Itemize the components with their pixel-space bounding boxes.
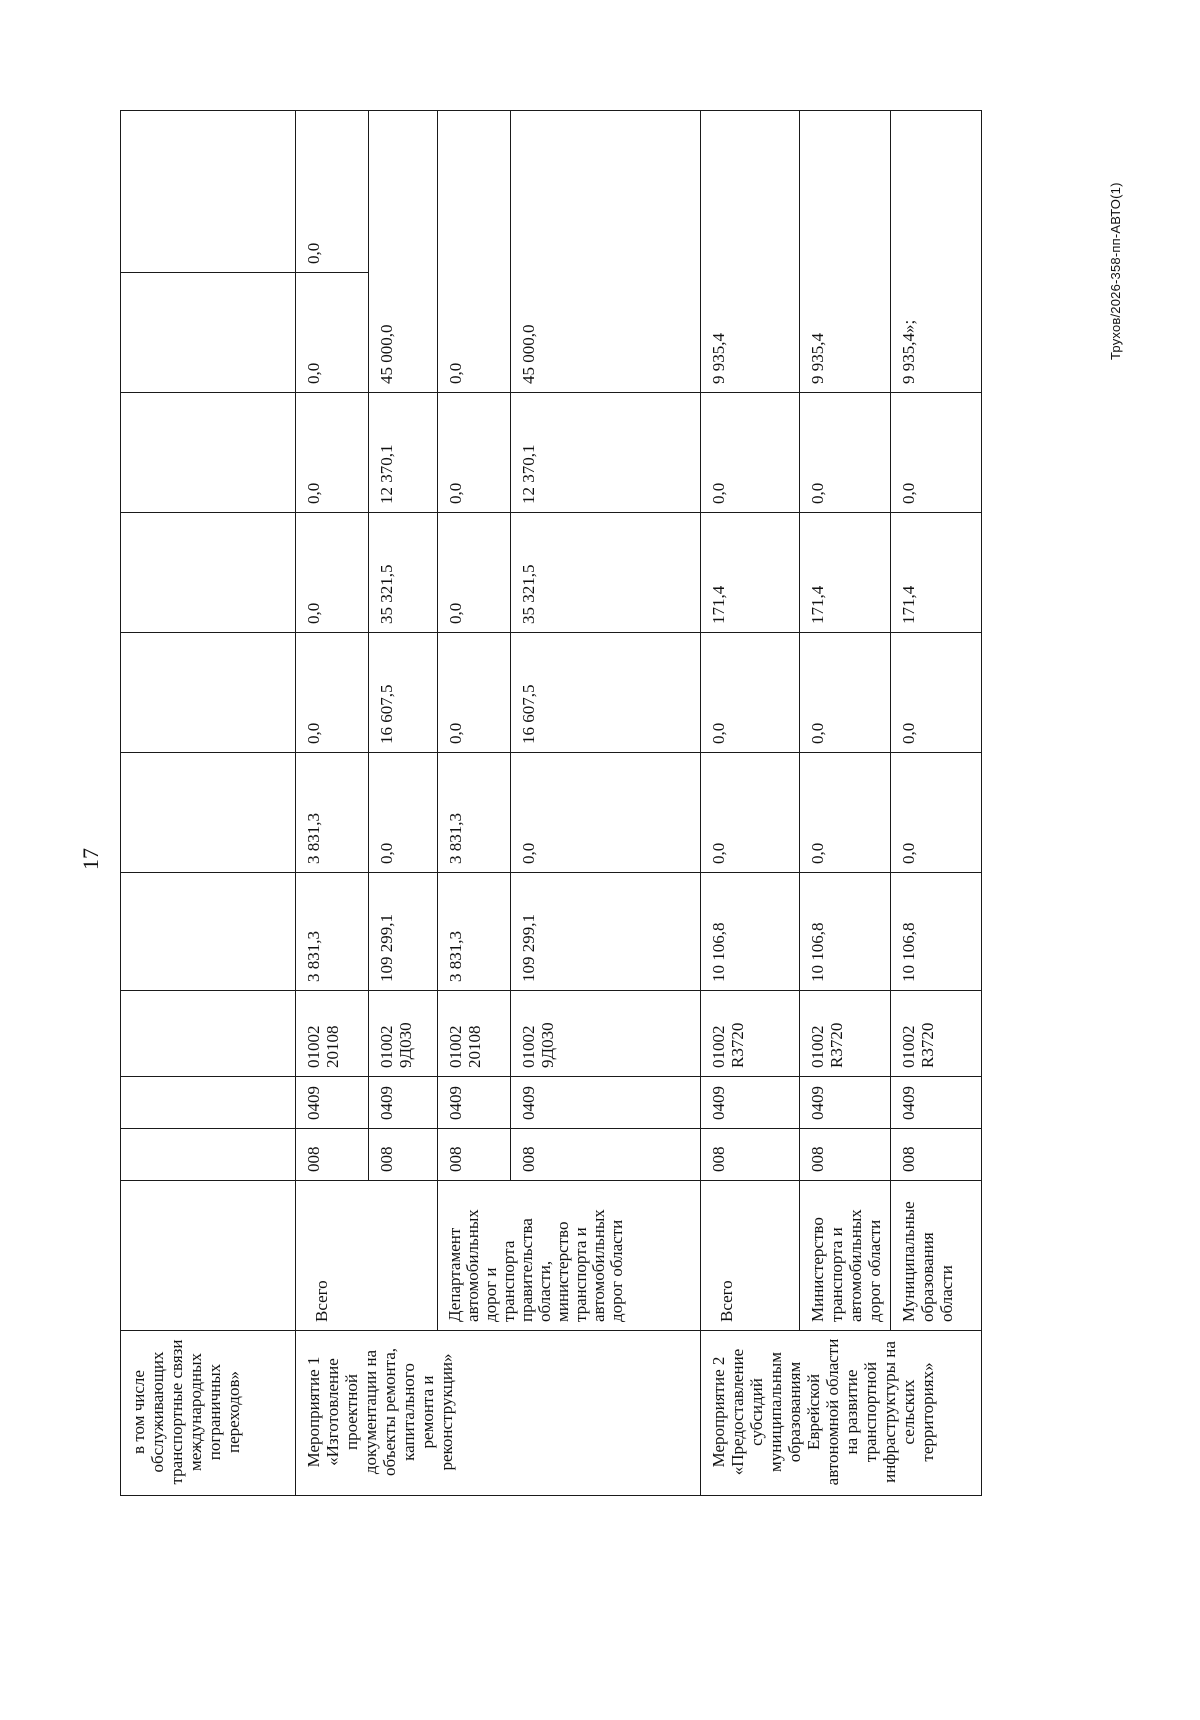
grbs-cell: 008 bbox=[296, 1129, 369, 1181]
table-row bbox=[121, 111, 296, 1496]
value-cell: 0,0 bbox=[296, 633, 369, 753]
value-cell: 109 299,1 bbox=[369, 873, 438, 991]
value-cell: 0,0 bbox=[296, 273, 369, 393]
value-cell: 0,0 bbox=[296, 393, 369, 513]
rzpr-cell: 0409 bbox=[800, 1077, 891, 1129]
value-cell: 0,0 bbox=[438, 513, 511, 633]
row-name: в том числе обслуживающих транспортные связи международных пограничных переходов» bbox=[121, 1331, 296, 1496]
value-cell: 0,0 bbox=[296, 513, 369, 633]
value-cell: 10 106,8 bbox=[891, 873, 982, 991]
value-cell: 0,0 bbox=[438, 393, 511, 513]
value-cell: 3 831,3 bbox=[438, 873, 511, 991]
value-cell: 3 831,3 bbox=[296, 873, 369, 991]
value-cell: 171,4 bbox=[891, 513, 982, 633]
value-cell: 3 831,3 bbox=[296, 753, 369, 873]
value-cell: 0,0 bbox=[438, 111, 511, 393]
value-cell: 35 321,5 bbox=[369, 513, 438, 633]
value-cell: 0,0 bbox=[369, 753, 438, 873]
value-cell bbox=[121, 873, 296, 991]
grbs-cell: 008 bbox=[701, 1129, 800, 1181]
value-cell: 45 000,0 bbox=[369, 111, 438, 393]
executor-cell: Министерство транспорта и автомобильных дорог области bbox=[800, 1181, 891, 1331]
rzpr-cell: 0409 bbox=[511, 1077, 701, 1129]
value-cell: 9 935,4 bbox=[800, 111, 891, 393]
table-row bbox=[701, 111, 800, 1496]
value-cell bbox=[121, 513, 296, 633]
executor-cell: Муниципальные образования области bbox=[891, 1181, 982, 1331]
value-cell: 35 321,5 bbox=[511, 513, 701, 633]
value-cell: 0,0 bbox=[701, 633, 800, 753]
table-row bbox=[296, 111, 369, 1496]
value-cell: 171,4 bbox=[701, 513, 800, 633]
value-cell: 0,0 bbox=[891, 753, 982, 873]
csr-cell: 01002 R3720 bbox=[800, 991, 891, 1077]
rzpr-cell: 0409 bbox=[701, 1077, 800, 1129]
table-row bbox=[891, 111, 982, 1496]
value-cell: 0,0 bbox=[800, 753, 891, 873]
grbs-cell: 008 bbox=[369, 1129, 438, 1181]
value-cell bbox=[121, 753, 296, 873]
value-cell: 0,0 bbox=[701, 393, 800, 513]
page-number: 17 bbox=[78, 848, 103, 870]
value-cell: 109 299,1 bbox=[511, 873, 701, 991]
value-cell: 10 106,8 bbox=[701, 873, 800, 991]
executor-cell: Всего bbox=[701, 1181, 800, 1331]
value-cell: 10 106,8 bbox=[800, 873, 891, 991]
row-name: Мероприятие 2 «Предоставление субсидий муниципальным образованиям Еврейской автономной области на развитие транспортной инфраструктуры на сельских территориях» bbox=[701, 1331, 982, 1496]
row-name: Мероприятие 1 «Изготовление проектной документации на объекты ремонта, капитального ремонта и реконструкции» bbox=[296, 1331, 701, 1496]
value-cell: 3 831,3 bbox=[438, 753, 511, 873]
executor-cell: Всего bbox=[296, 1181, 438, 1331]
csr-cell: 01002 20108 bbox=[438, 991, 511, 1077]
value-cell bbox=[121, 633, 296, 753]
grbs-cell: 008 bbox=[511, 1129, 701, 1181]
value-cell: 9 935,4 bbox=[701, 111, 800, 393]
value-cell: 16 607,5 bbox=[369, 633, 438, 753]
rzpr-cell: 0409 bbox=[438, 1077, 511, 1129]
grbs-cell: 008 bbox=[891, 1129, 982, 1181]
value-cell: 12 370,1 bbox=[369, 393, 438, 513]
executor-cell: Департамент автомобильных дорог и транспорта правительства области, министерство транспорта и автомобильных дорог области bbox=[438, 1181, 701, 1331]
value-cell: 0,0 bbox=[891, 393, 982, 513]
value-cell: 0,0 bbox=[891, 633, 982, 753]
value-cell: 0,0 bbox=[701, 753, 800, 873]
value-cell bbox=[121, 111, 296, 273]
csr-cell: 01002 9Д030 bbox=[511, 991, 701, 1077]
grbs-cell bbox=[121, 1129, 296, 1181]
value-cell: 171,4 bbox=[800, 513, 891, 633]
rzpr-cell: 0409 bbox=[891, 1077, 982, 1129]
csr-cell: 01002 20108 bbox=[296, 991, 369, 1077]
grbs-cell: 008 bbox=[800, 1129, 891, 1181]
rzpr-cell: 0409 bbox=[296, 1077, 369, 1129]
executor-cell bbox=[121, 1181, 296, 1331]
value-cell: 0,0 bbox=[296, 111, 369, 273]
value-cell: 0,0 bbox=[438, 633, 511, 753]
footer-stamp: Трухов/2026-358-пп-АВТО(1) bbox=[1108, 182, 1123, 360]
value-cell: 0,0 bbox=[800, 393, 891, 513]
budget-table bbox=[120, 110, 982, 1496]
table-row bbox=[800, 111, 891, 1496]
csr-cell bbox=[121, 991, 296, 1077]
value-cell bbox=[121, 273, 296, 393]
value-cell: 45 000,0 bbox=[511, 111, 701, 393]
value-cell: 0,0 bbox=[511, 753, 701, 873]
value-cell: 0,0 bbox=[800, 633, 891, 753]
value-cell bbox=[121, 393, 296, 513]
csr-cell: 01002 R3720 bbox=[891, 991, 982, 1077]
value-cell: 16 607,5 bbox=[511, 633, 701, 753]
rzpr-cell bbox=[121, 1077, 296, 1129]
csr-cell: 01002 9Д030 bbox=[369, 991, 438, 1077]
table-row bbox=[438, 111, 511, 1496]
csr-cell: 01002 R3720 bbox=[701, 991, 800, 1077]
value-cell: 9 935,4»; bbox=[891, 111, 982, 393]
value-cell: 12 370,1 bbox=[511, 393, 701, 513]
grbs-cell: 008 bbox=[438, 1129, 511, 1181]
rzpr-cell: 0409 bbox=[369, 1077, 438, 1129]
